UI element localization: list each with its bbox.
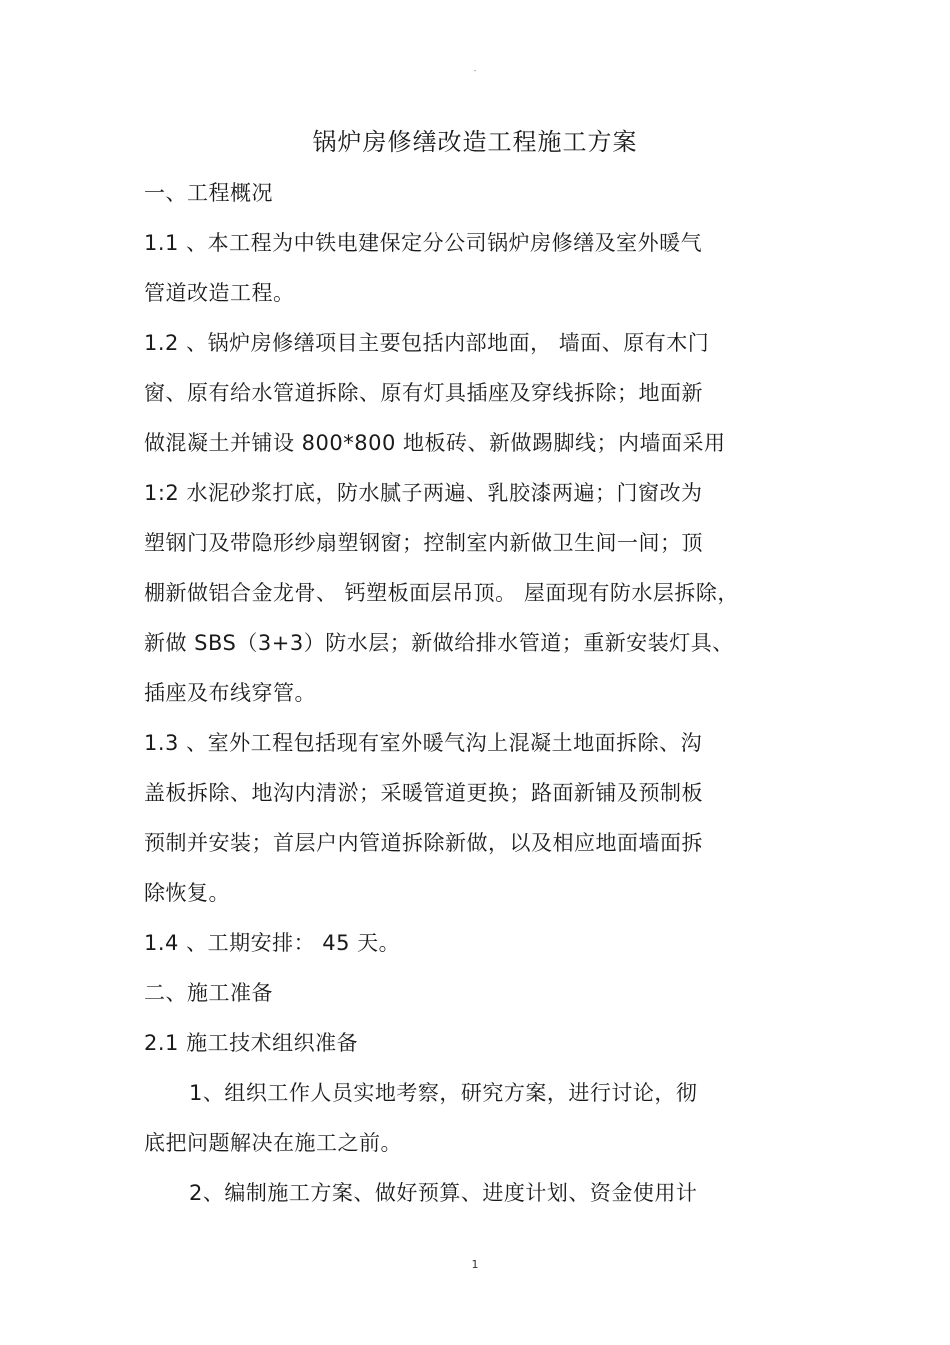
- text-line: 1.2 、锅炉房修缮项目主要包括内部地面， 墙面、原有木门: [144, 331, 710, 355]
- text-line: 除恢复。: [144, 881, 230, 905]
- text-line: 2.1 施工技术组织准备: [144, 1031, 359, 1055]
- text-line: 窗、原有给水管道拆除、原有灯具插座及穿线拆除；地面新: [144, 381, 703, 405]
- text-line: 1.3 、室外工程包括现有室外暖气沟上混凝土地面拆除、沟: [144, 731, 703, 755]
- page-number: 1: [471, 1258, 479, 1271]
- text-line: 插座及布线穿管。: [144, 681, 316, 705]
- text-line: 1.4 、工期安排： 45 天。: [144, 931, 401, 955]
- text-line: 1:2 水泥砂浆打底，防水腻子两遍、乳胶漆两遍；门窗改为: [144, 481, 703, 505]
- text-line: 盖板拆除、地沟内清淤；采暖管道更换；路面新铺及预制板: [144, 781, 703, 805]
- text-line: 新做 SBS（3+3）防水层；新做给排水管道；重新安装灯具、: [144, 631, 734, 655]
- text-line: 2、编制施工方案、做好预算、进度计划、资金使用计: [189, 1181, 698, 1205]
- text-line: 管道改造工程。: [144, 281, 295, 305]
- text-line: 做混凝土并铺设 800*800 地板砖、新做踢脚线；内墙面采用: [144, 431, 726, 455]
- text-line: 底把问题解决在施工之前。: [144, 1131, 402, 1155]
- text-line: 预制并安装；首层户内管道拆除新做，以及相应地面墙面拆: [144, 831, 703, 855]
- text-line: 塑钢门及带隐形纱扇塑钢窗；控制室内新做卫生间一间；顶: [144, 531, 703, 555]
- document-title: 锅炉房修缮改造工程施工方案: [312, 128, 638, 156]
- text-line: 1、组织工作人员实地考察，研究方案，进行讨论，彻: [189, 1081, 698, 1105]
- text-line: 棚新做铝合金龙骨、 钙塑板面层吊顶。 屋面现有防水层拆除，: [144, 581, 739, 605]
- header-mark: -: [473, 66, 477, 76]
- text-line: 一、工程概况: [144, 181, 273, 205]
- document-body: [144, 176, 794, 1226]
- text-line: 二、施工准备: [144, 981, 273, 1005]
- text-line: 1.1 、本工程为中铁电建保定分公司锅炉房修缮及室外暖气: [144, 231, 703, 255]
